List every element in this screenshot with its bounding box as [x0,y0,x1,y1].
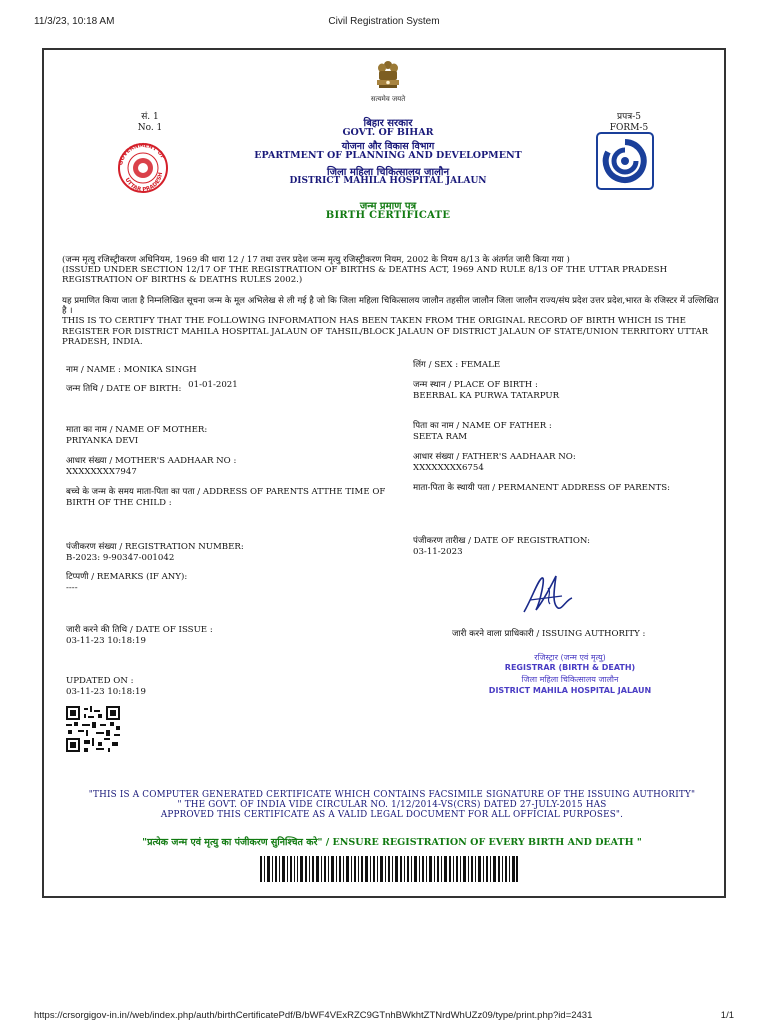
mother-name-field [66,425,207,446]
up-government-seal-icon [114,142,172,194]
print-timestamp: 11/3/23, 10:18 AM [34,16,115,27]
govt-name-english: GOVT. OF BIHAR [342,127,434,138]
legal-disclaimer [62,790,722,820]
certification-clause-hindi: यह प्रमाणित किया जाता है निम्नलिखित सूचना जन्म के मूल अभिलेख से ली गई है जो कि जिला महिला चिकित्सालय जालौन तहसील जालौन जिला जालौन राज्य/संघ प्रदेश उत्तर प्रदेश,भारत के रजिस्टर में उल्लिखित है । [62,296,719,317]
registration-date-value: 03-11-2023 [413,546,463,557]
registration-date-label: पंजीकरण तारीख / DATE OF REGISTRATION: [413,536,591,546]
serial-number [124,112,176,134]
serial-number-english: No. 1 [137,123,163,133]
disclaimer-line-2: " THE GOVT. OF INDIA VIDE CIRCULAR NO. 1/12/2014-VS(CRS) DATED 27-JULY-2015 HAS [177,800,607,810]
child-name-value: MONIKA SINGH [123,365,197,375]
date-of-birth-field [66,380,238,395]
remarks-value: ---- [66,582,78,593]
issuance-clause-english: (ISSUED UNDER SECTION 12/17 OF THE REGISTRATION OF BIRTHS & DEATHS ACT, 1969 AND RULE 8/13 OF THE UTTAR PRADESH REGISTRATION OF BIRTHS & DEATHS RULES 2002.) [62,265,668,286]
remarks-field [66,572,187,593]
emblem-motto: सत्यमेव जयते [370,95,406,103]
hospital-hindi: जिला महिला चिकित्सालय जालौन [326,167,449,178]
address-at-birth-field [66,487,406,508]
form-number-hindi: प्रपत्र-5 [617,112,641,122]
father-aadhaar-field [413,452,576,473]
permanent-address-field [413,483,670,494]
issuing-authority-label: जारी करने वाला प्राधिकारी / ISSUING AUTHORITY : [452,629,646,639]
issue-date-value: 03-11-23 10:18:19 [66,635,146,646]
print-page-title: Civil Registration System [328,16,440,27]
govt-name-hindi: बिहार सरकार [363,118,413,129]
father-name-value: SEETA RAM [413,431,468,442]
place-of-birth-value: BEERBAL KA PURWA TATARPUR [413,390,560,401]
crs-logo-icon [596,132,654,190]
barcode-icon [260,856,518,882]
father-aadhaar-label: आधार संख्या / FATHER'S AADHAAR NO: [413,452,576,462]
mother-aadhaar-field [66,456,236,477]
father-name-field [413,421,552,442]
mother-aadhaar-label: आधार संख्या / MOTHER'S AADHAAR NO : [66,456,237,466]
sex-value: FEMALE [460,360,501,370]
print-page-number: 1/1 [720,1010,734,1021]
national-emblem-icon [373,60,403,94]
updated-on-field [66,676,146,697]
registrar-stamp-hindi: रजिस्ट्रार (जन्म एवं मृत्यु) [534,653,606,662]
certificate-title-english: BIRTH CERTIFICATE [325,210,451,221]
child-name-label: नाम / NAME : [66,365,121,375]
mother-name-label: माता का नाम / NAME OF MOTHER: [66,425,208,435]
print-url: https://crsorgigov-in.in//web/index.php/auth/birthCertificatePdf/B/bWF4VExRZC9GTnhBWkhtZTNrdWhUZz09/type/print.php?id=2431 [34,1010,593,1021]
department-english: EPARTMENT OF PLANNING AND DEVELOPMENT [254,150,522,161]
registration-number-value: B-2023: 9-90347-001042 [66,552,175,563]
father-name-label: पिता का नाम / NAME OF FATHER : [413,421,552,431]
place-of-birth-label: जन्म स्थान / PLACE OF BIRTH : [413,380,538,390]
remarks-label: टिप्पणी / REMARKS (IF ANY): [66,572,188,582]
registrar-hospital-hindi: जिला महिला चिकित्सालय जालौन [521,675,619,684]
mother-aadhaar-value: XXXXXXXX7947 [66,466,137,477]
registration-date-field [413,536,590,557]
father-aadhaar-value: XXXXXXXX6754 [413,462,484,473]
form-number-english: FORM-5 [609,123,649,133]
svg-text:GOVERNMENT OF: GOVERNMENT OF [118,142,166,166]
certification-clause-english: THIS IS TO CERTIFY THAT THE FOLLOWING INFORMATION HAS BEEN TAKEN FROM THE ORIGINAL RECORD OF BIRTH WHICH IS THE REGISTER FOR DISTRICT MAHILA HOSPITAL JALAUN OF TAHSIL/BLOCK JALAUN OF DISTRICT JALAUN OF STATE/UNION TERRITORY UTTAR PRADESH, INDIA. [62,316,709,347]
date-of-birth-value: 01-01-2021 [188,380,238,390]
serial-number-hindi: सं. 1 [141,112,159,122]
permanent-address-label: माता-पिता के स्थायी पता / PERMANENT ADDRESS OF PARENTS: [413,483,670,493]
certificate-title-hindi: जन्म प्रमाण पत्र [359,201,417,212]
updated-on-value: 03-11-23 10:18:19 [66,686,146,697]
disclaimer-line-1: "THIS IS A COMPUTER GENERATED CERTIFICATE WHICH CONTAINS FACSIMILE SIGNATURE OF THE ISSUING AUTHORITY" [88,790,696,800]
updated-on-label: UPDATED ON : [66,676,134,686]
child-name-field [66,365,197,376]
issuance-clause-hindi: (जन्म मृत्यु रजिस्ट्रीकरण अधिनियम, 1969 की धारा 12 / 17 तथा उत्तर प्रदेश जन्म मृत्यु रजिस्ट्रीकरण नियम, 2002 के नियम 8/13 के अंतर्गत जारी किया गया ) [62,255,570,265]
form-number [600,112,658,134]
certification-clause [62,296,722,347]
date-of-birth-label: जन्म तिथि / DATE OF BIRTH: [66,384,182,394]
registrar-hospital-english: DISTRICT MAHILA HOSPITAL JALAUN [488,686,652,695]
sex-label: लिंग / SEX : [413,360,459,370]
address-at-birth-label: बच्चे के जन्म के समय माता-पिता का पता / ADDRESS OF PARENTS ATTHE TIME OF BIRTH OF THE CHILD : [66,487,386,508]
registration-slogan: "प्रत्येक जन्म एवं मृत्यु का पंजीकरण सुनिश्चित करे" / ENSURE REGISTRATION OF EVERY BIRTH AND DEATH " [142,837,642,848]
issuing-authority-field [452,629,645,640]
registrar-signature-icon [518,570,576,620]
sex-field [413,360,500,371]
issue-date-label: जारी करने की तिथि / DATE OF ISSUE : [66,625,213,635]
department-hindi: योजना और विकास विभाग [341,141,435,152]
qr-code-icon [66,706,120,752]
issuance-clause [62,255,722,286]
issue-date-field [66,625,213,646]
hospital-english: DISTRICT MAHILA HOSPITAL JALAUN [289,176,487,186]
place-of-birth-field [413,380,559,401]
svg-text:UTTAR PRADESH: UTTAR PRADESH [123,171,165,194]
disclaimer-line-3: APPROVED THIS CERTIFICATE AS A VALID LEGAL DOCUMENT FOR ALL OFFICIAL PURPOSES". [160,810,624,820]
registrar-stamp-english: REGISTRAR (BIRTH & DEATH) [504,663,636,672]
mother-name-value: PRIYANKA DEVI [66,435,139,446]
registration-number-label: पंजीकरण संख्या / REGISTRATION NUMBER: [66,542,244,552]
registration-number-field [66,542,244,563]
